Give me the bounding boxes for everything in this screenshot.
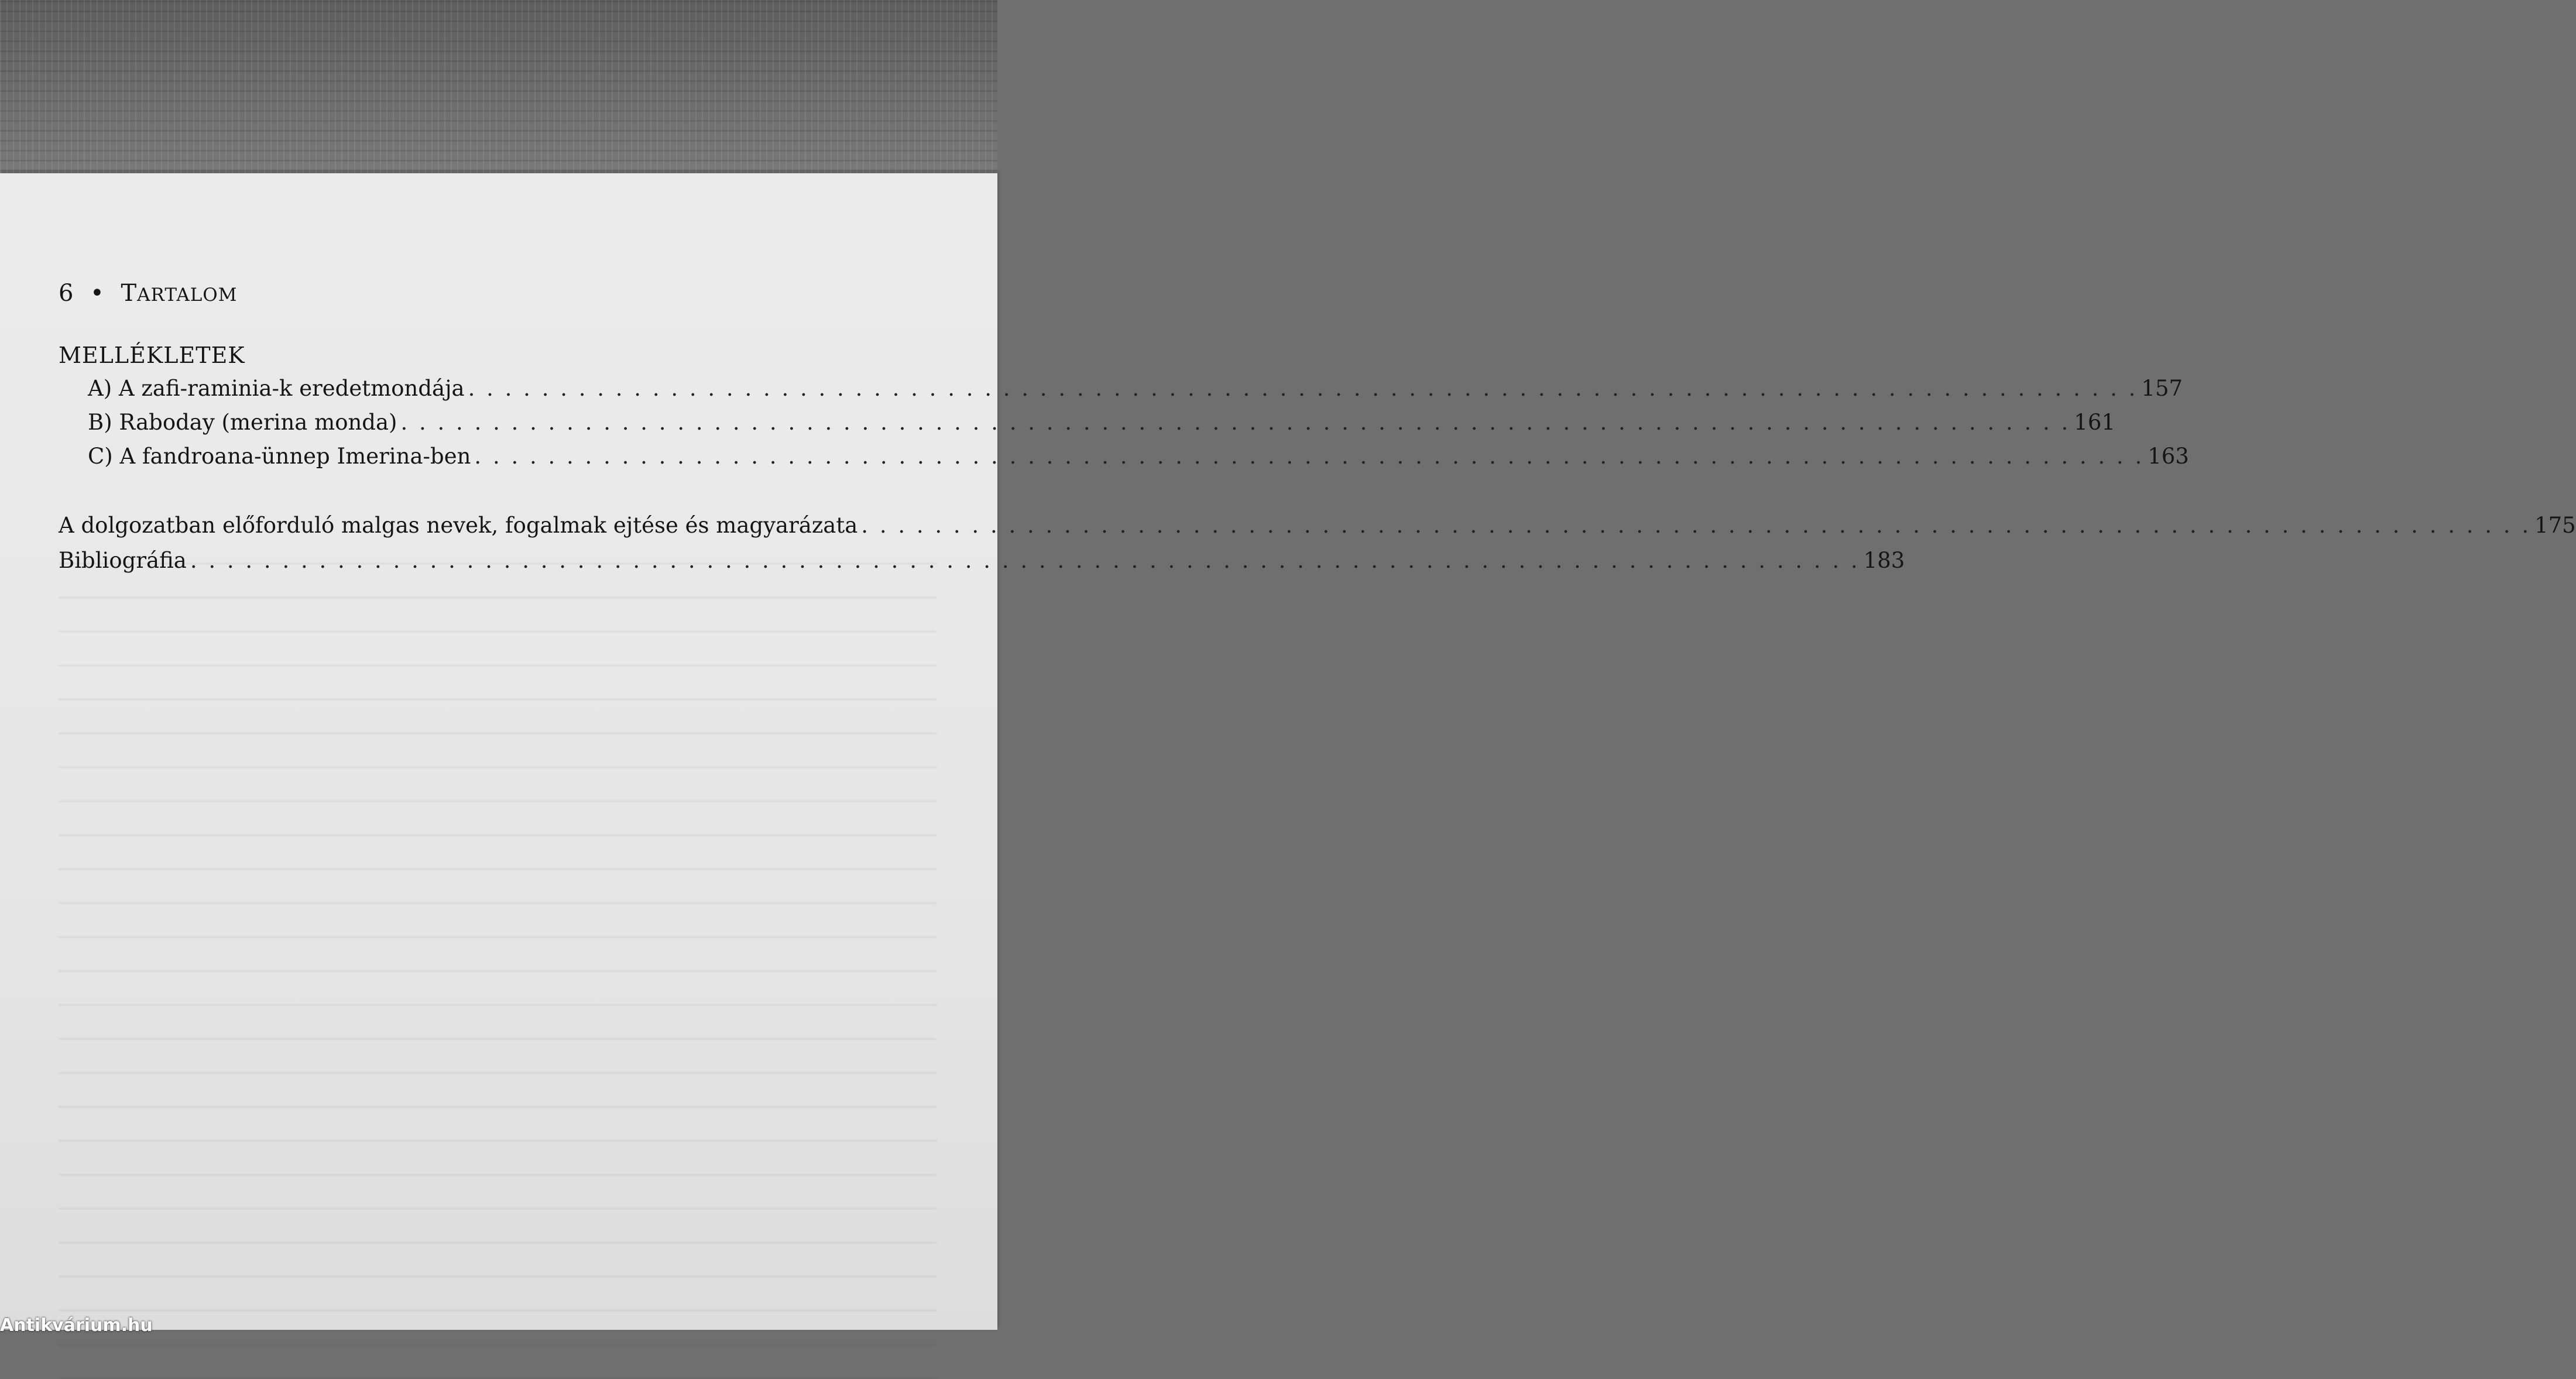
- header-title-initial: T: [121, 280, 138, 307]
- toc-entry-page: 163: [2148, 444, 2189, 469]
- toc-entry-appendix-a: [88, 376, 2183, 401]
- page-number: 6: [59, 280, 74, 307]
- toc-leader-dots: . . . . . . . . . . . . . . . . . . . . . . . . . . . . . . . . . . . . . . . . . . . . . . . . . . . . . . . . . . . . . . . . . . . . . . . . . . . . . . . . . . . . . . . . . . .: [861, 513, 2532, 538]
- toc-entry-label: A) A zafi-raminia-k eredetmondája: [88, 376, 465, 401]
- background-surface: [0, 0, 997, 181]
- header-bullet: •: [90, 280, 105, 307]
- toc-entry-label: A dolgozatban előforduló malgas nevek, fogalmak ejtése és magyarázata: [59, 513, 858, 538]
- toc-entry-appendix-c: [88, 444, 2189, 469]
- watermark-logo: Antikvárium.hu: [0, 1315, 153, 1336]
- section-title: MELLÉKLETEK: [59, 342, 245, 368]
- toc-entry-page: 183: [1863, 548, 1905, 573]
- header-title-rest: ARTALOM: [137, 284, 238, 306]
- toc-entry-page: 175: [2534, 513, 2576, 538]
- toc-entry-glossary: [59, 513, 2576, 538]
- toc-leader-dots: . . . . . . . . . . . . . . . . . . . . . . . . . . . . . . . . . . . . . . . . . . . . . . . . . . . . . . . . . . . . . . . . . . . . . . . . . . . . . . . . . . . . . . . . . . .: [400, 410, 2071, 435]
- toc-leader-dots: . . . . . . . . . . . . . . . . . . . . . . . . . . . . . . . . . . . . . . . . . . . . . . . . . . . . . . . . . . . . . . . . . . . . . . . . . . . . . . . . . . . . . . . . . . .: [190, 548, 1860, 573]
- toc-entry-label: Bibliográfia: [59, 548, 187, 573]
- toc-entry-label: C) A fandroana-ünnep Imerina-ben: [88, 444, 471, 469]
- bleed-through-text: [59, 560, 937, 1379]
- toc-leader-dots: . . . . . . . . . . . . . . . . . . . . . . . . . . . . . . . . . . . . . . . . . . . . . . . . . . . . . . . . . . . . . . . . . . . . . . . . . . . . . . . . . . . . . . . . . . .: [474, 444, 2145, 469]
- toc-entry-appendix-b: [88, 410, 2115, 435]
- toc-leader-dots: . . . . . . . . . . . . . . . . . . . . . . . . . . . . . . . . . . . . . . . . . . . . . . . . . . . . . . . . . . . . . . . . . . . . . . . . . . . . . . . . . . . . . . . . . . .: [468, 376, 2138, 401]
- toc-entry-bibliography: [59, 548, 1905, 573]
- toc-entry-label: B) Raboday (merina monda): [88, 410, 397, 435]
- running-header: [59, 280, 237, 307]
- toc-entry-page: 157: [2141, 376, 2183, 401]
- toc-entry-page: 161: [2074, 410, 2115, 435]
